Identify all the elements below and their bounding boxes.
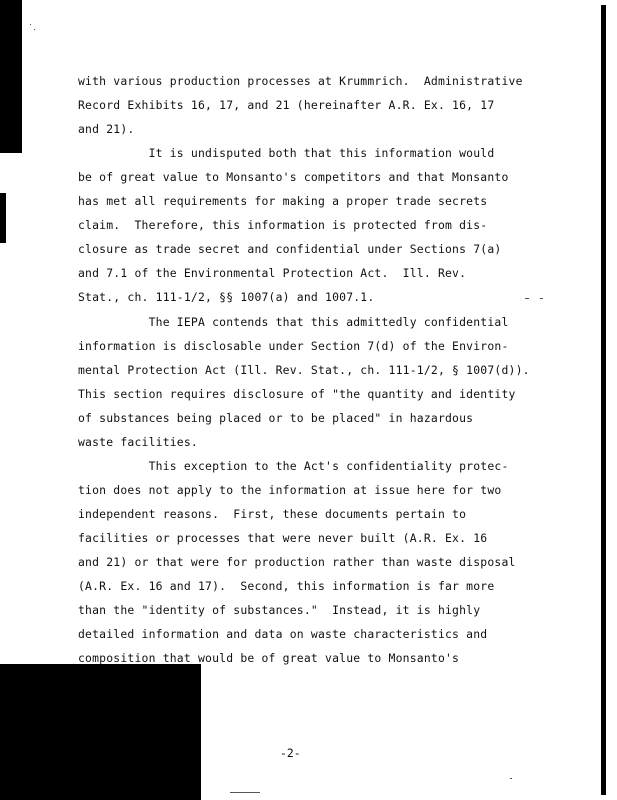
text-line: waste facilities. — [78, 435, 198, 449]
text-line: than the "identity of substances." Instead, it is highly — [78, 603, 481, 617]
scan-speck — [510, 778, 512, 779]
text-line: Record Exhibits 16, 17, and 21 (hereinafter A.R. Ex. 16, 17 — [78, 98, 495, 112]
text-line: and 21) or that were for production rather than waste disposal — [78, 555, 516, 569]
text-line: composition that would be of great value to Monsanto's — [78, 651, 460, 665]
text-line: This exception to the Act's confidentiality protec- — [78, 459, 509, 473]
text-line: information is disclosable under Section 7(d) of the Environ- — [78, 339, 509, 353]
bottom-left-redaction — [0, 664, 201, 800]
text-line: has met all requirements for making a proper trade secrets — [78, 194, 488, 208]
right-edge-bar — [601, 5, 606, 795]
text-line: closure as trade secret and confidential under Sections 7(a) — [78, 242, 502, 256]
text-line: The IEPA contends that this admittedly confidential — [78, 315, 509, 329]
text-line: (A.R. Ex. 16 and 17). Second, this information is far more — [78, 579, 495, 593]
text-line: tion does not apply to the information at issue here for two — [78, 483, 502, 497]
text-line: claim. Therefore, this information is protected from dis- — [78, 218, 488, 232]
scan-speck — [525, 298, 529, 299]
text-line: independent reasons. First, these documents pertain to — [78, 507, 467, 521]
text-line: and 21). — [78, 122, 135, 136]
text-line: This section requires disclosure of "the quantity and identity — [78, 387, 516, 401]
text-line: Stat., ch. 111-1/2, §§ 1007(a) and 1007.1. — [78, 290, 375, 304]
text-line: with various production processes at Krummrich. Administrative — [78, 74, 523, 88]
page-number: -2- — [280, 746, 301, 760]
text-line: and 7.1 of the Environmental Protection Act. Ill. Rev. — [78, 266, 467, 280]
text-line: detailed information and data on waste characteristics and — [78, 627, 488, 641]
text-line: It is undisputed both that this information would — [78, 146, 495, 160]
scan-speck — [30, 24, 31, 25]
scan-speck — [34, 29, 35, 30]
left-edge-redaction-top — [0, 0, 22, 153]
scan-speck — [230, 792, 260, 793]
scan-speck — [540, 298, 543, 299]
text-line: of substances being placed or to be placed" in hazardous — [78, 411, 474, 425]
left-edge-redaction-mid — [0, 193, 6, 243]
text-line: facilities or processes that were never built (A.R. Ex. 16 — [78, 531, 488, 545]
text-line: be of great value to Monsanto's competitors and that Monsanto — [78, 170, 509, 184]
text-line: mental Protection Act (Ill. Rev. Stat., ch. 111-1/2, § 1007(d)). — [78, 363, 530, 377]
